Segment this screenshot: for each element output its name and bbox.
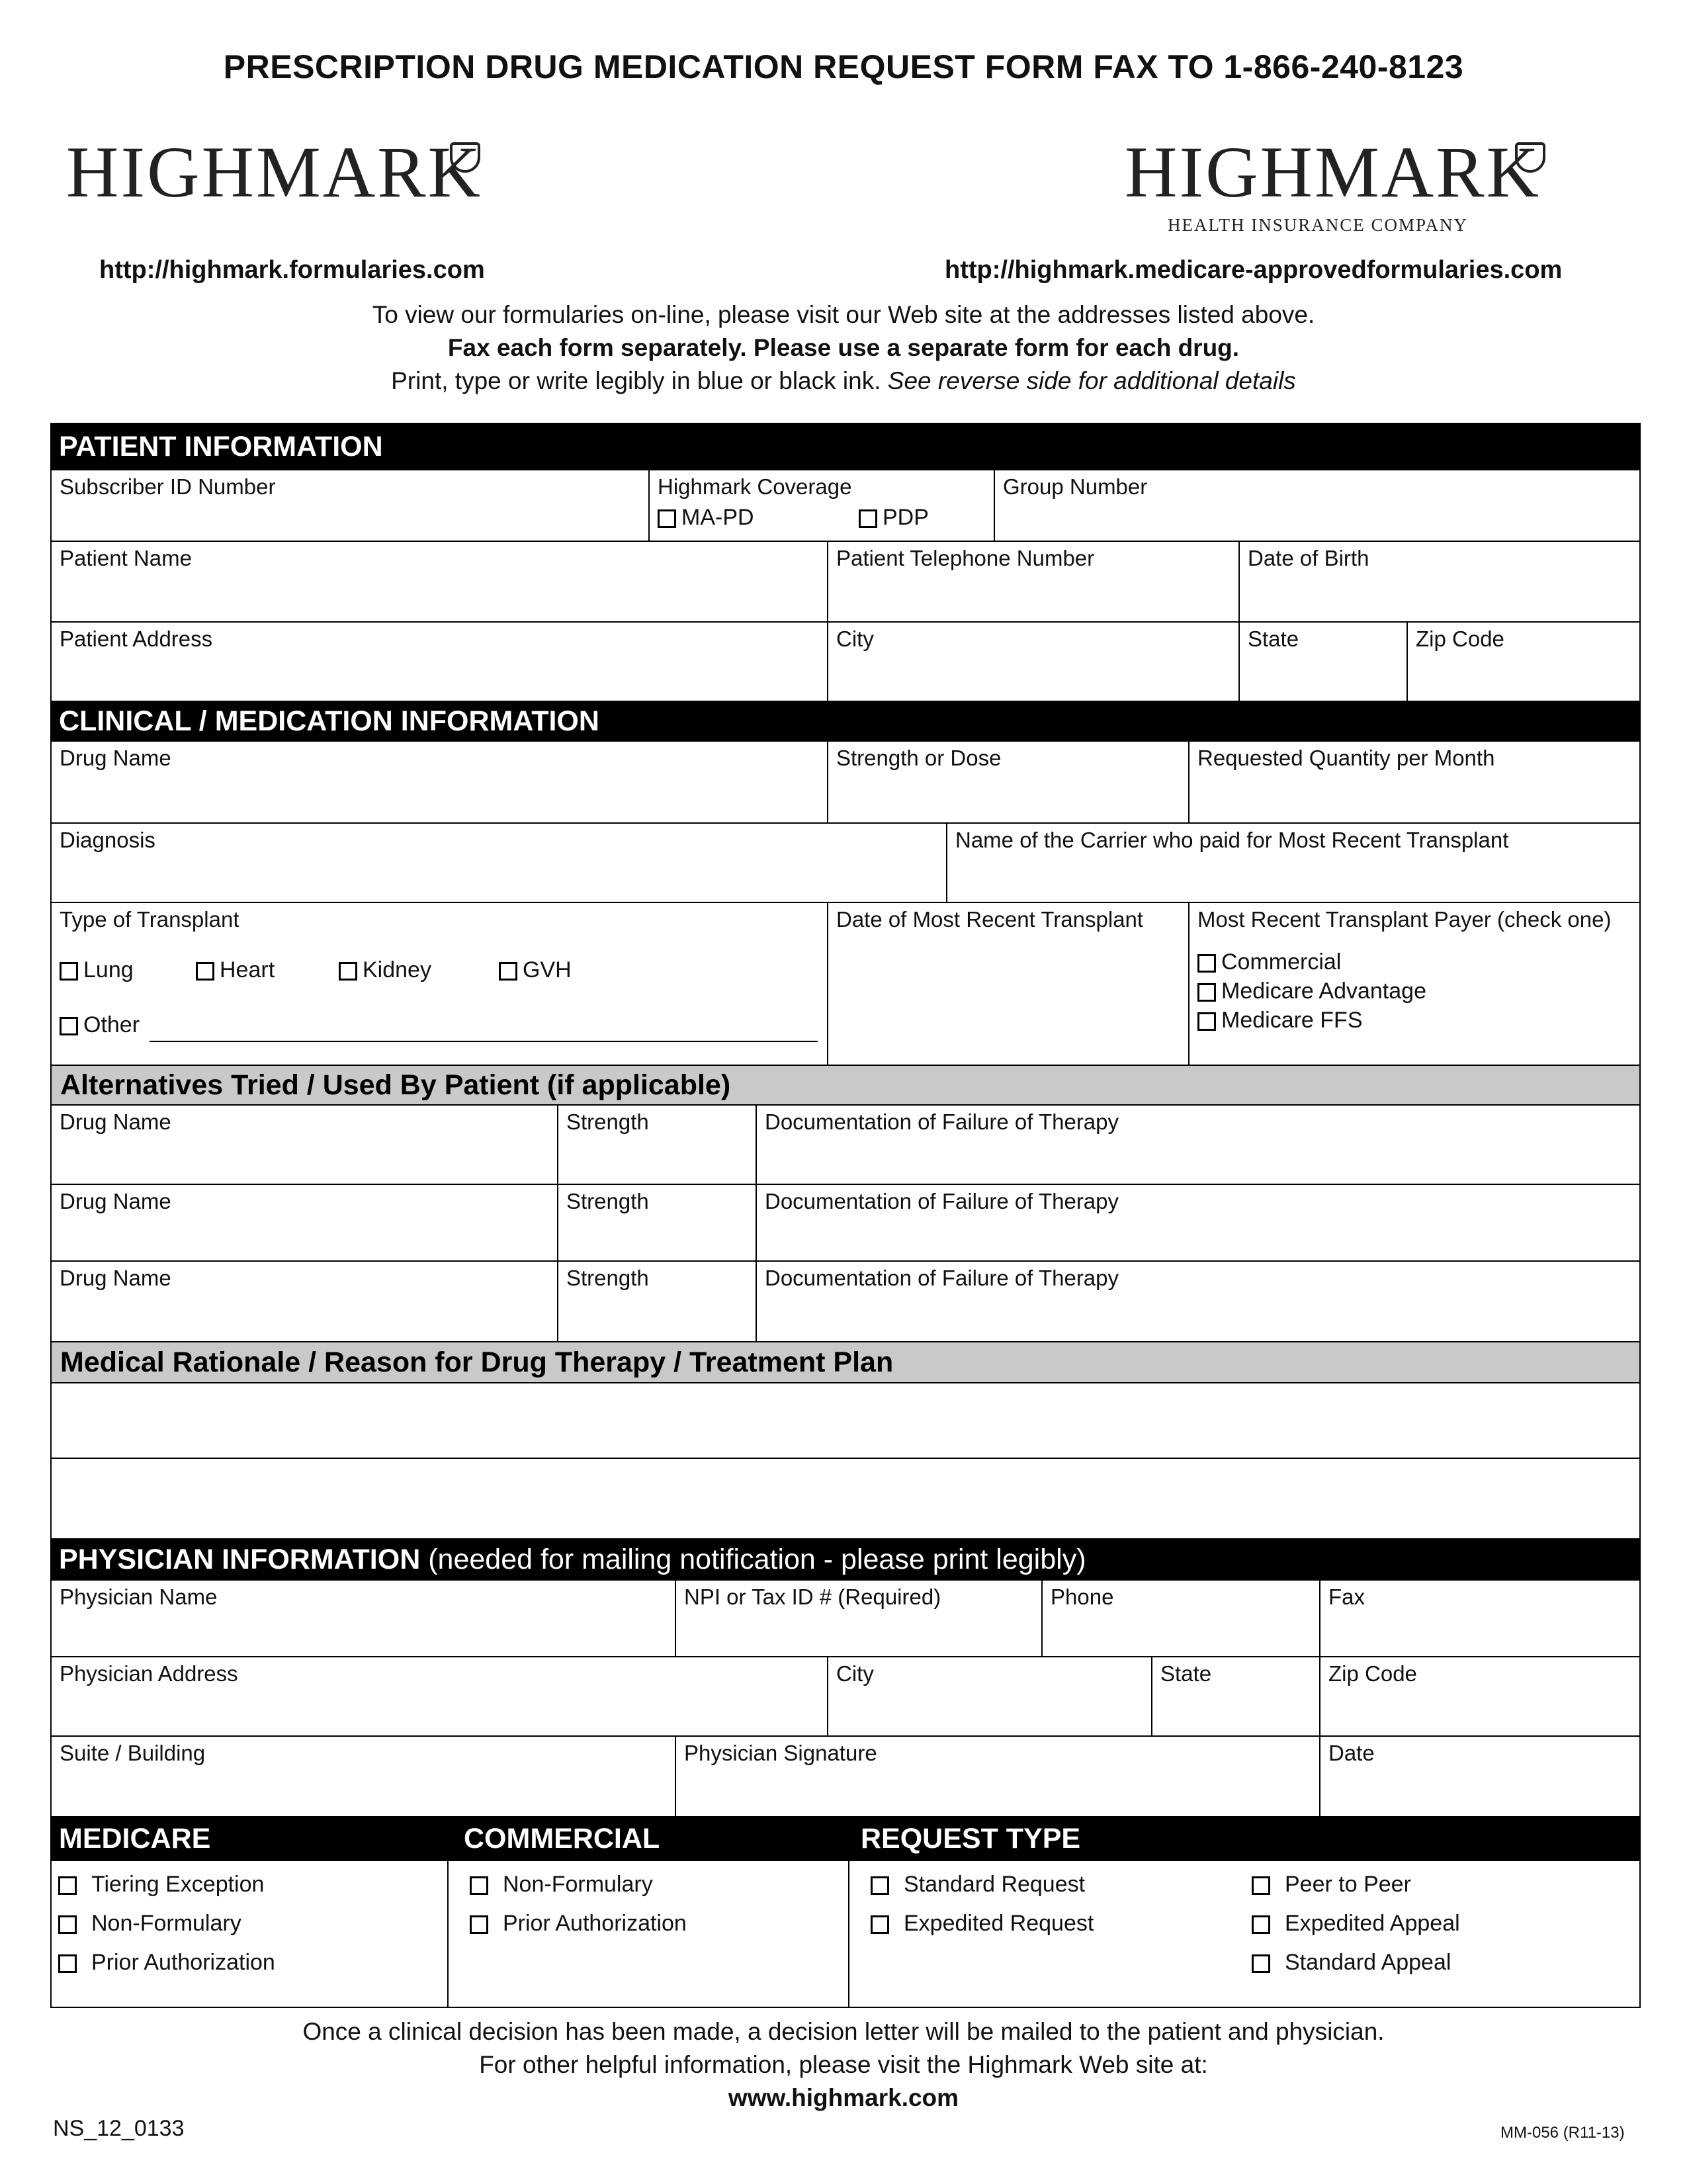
field-label: Drug Name — [60, 1189, 171, 1213]
commercial-options — [447, 1860, 849, 2008]
checkbox-label: Standard Appeal — [1285, 1950, 1451, 1975]
physician-address-field[interactable] — [50, 1656, 828, 1737]
shield-icon — [450, 142, 480, 173]
form-code-left: NS_12_0133 — [53, 2116, 185, 2141]
field-label: Most Recent Transplant Payer (check one) — [1197, 907, 1612, 932]
suite-building-field[interactable] — [50, 1735, 676, 1817]
field-label: Phone — [1051, 1585, 1114, 1609]
commercial-payer-checkbox[interactable] — [1197, 949, 1341, 975]
heading-text: PHYSICIAN INFORMATION — [59, 1544, 421, 1575]
checkbox-box[interactable] — [1252, 1876, 1270, 1895]
field-label: Strength — [566, 1189, 649, 1213]
other-checkbox[interactable] — [60, 1012, 140, 1038]
checkbox-label: GVH — [523, 957, 572, 983]
physician-state-field[interactable] — [1151, 1656, 1320, 1737]
medicare-ffs-checkbox[interactable] — [1197, 1008, 1363, 1033]
intro-line-3-italic: See reverse side for additional details — [887, 367, 1296, 394]
commercial-prior-auth-checkbox[interactable] — [470, 1911, 687, 1937]
checkbox-box[interactable] — [470, 1915, 488, 1934]
intro-line-3-text: Print, type or write legibly in blue or black ink. — [391, 367, 888, 394]
physician-name-field[interactable] — [50, 1579, 676, 1657]
footer-url[interactable]: www.highmark.com — [728, 2084, 959, 2111]
checkbox-box[interactable] — [871, 1876, 889, 1895]
pdp-checkbox[interactable] — [859, 505, 929, 531]
field-label: Type of Transplant — [60, 907, 239, 932]
logo-wordmark: HIGHMARK — [66, 132, 482, 212]
expedited-appeal-checkbox[interactable] — [1252, 1911, 1460, 1937]
footer-line-2: For other helpful information, please visit the Highmark Web site at: — [479, 2051, 1208, 2078]
drug-name-field[interactable] — [50, 740, 828, 824]
checkbox-label: Expedited Request — [904, 1911, 1094, 1936]
field-label: Documentation of Failure of Therapy — [765, 1266, 1119, 1290]
checkbox-label: Non-Formulary — [91, 1911, 241, 1936]
field-label: Fax — [1328, 1585, 1365, 1609]
field-label: Documentation of Failure of Therapy — [765, 1110, 1119, 1134]
checkbox-box[interactable] — [339, 962, 357, 981]
rationale-line-2[interactable] — [50, 1458, 1641, 1540]
checkbox-box[interactable] — [1197, 983, 1216, 1002]
checkbox-box[interactable] — [499, 962, 517, 981]
logo-subtitle: HEALTH INSURANCE COMPANY — [1168, 215, 1469, 235]
checkbox-label: Other — [83, 1012, 140, 1037]
group-number-field[interactable] — [994, 469, 1641, 542]
field-label: City — [836, 627, 874, 651]
ma-pd-checkbox[interactable] — [658, 505, 754, 531]
checkbox-label: Commercial — [1221, 949, 1342, 975]
alt-drug-name-field[interactable] — [50, 1184, 558, 1262]
transplant-date-field[interactable] — [827, 902, 1190, 1066]
other-write-line[interactable] — [150, 1041, 818, 1042]
checkbox-label: Heart — [220, 957, 275, 983]
checkbox-label: Tiering Exception — [91, 1872, 265, 1897]
alt-drug-name-field[interactable] — [50, 1260, 558, 1342]
patient-name-field[interactable] — [50, 541, 828, 623]
physician-zip-field[interactable] — [1319, 1656, 1641, 1737]
diagnosis-field[interactable] — [50, 822, 947, 903]
alt-strength-field[interactable] — [557, 1260, 757, 1342]
field-label: Name of the Carrier who paid for Most Recent Transplant — [955, 828, 1509, 852]
medicare-advantage-checkbox[interactable] — [1197, 979, 1426, 1004]
rationale-line-1[interactable] — [50, 1382, 1641, 1459]
standard-request-checkbox[interactable] — [871, 1872, 1085, 1898]
field-label: Group Number — [1003, 474, 1148, 499]
field-label: Documentation of Failure of Therapy — [765, 1189, 1119, 1213]
commercial-non-formulary-checkbox[interactable] — [470, 1872, 653, 1898]
physician-phone-field[interactable] — [1041, 1579, 1320, 1657]
alt-drug-name-field[interactable] — [50, 1104, 558, 1185]
checkbox-label: Medicare FFS — [1221, 1008, 1363, 1033]
transplant-type-field — [50, 902, 828, 1066]
field-label: State — [1160, 1661, 1212, 1686]
alternatives-heading: Alternatives Tried / Used By Patient (if applicable) — [50, 1065, 1641, 1106]
lung-checkbox[interactable] — [60, 957, 134, 983]
checkbox-label: Kidney — [363, 957, 431, 983]
highmark-logo-left — [66, 132, 482, 212]
rationale-heading: Medical Rationale / Reason for Drug Therapy / Treatment Plan — [50, 1341, 1641, 1383]
coverage-field — [648, 469, 995, 542]
field-label: Patient Name — [60, 546, 192, 570]
checkbox-box[interactable] — [871, 1915, 889, 1934]
physician-fax-field[interactable] — [1319, 1579, 1641, 1657]
field-label: Patient Telephone Number — [836, 546, 1095, 570]
request-heading-bar — [50, 1816, 1641, 1861]
checkbox-box[interactable] — [60, 1017, 78, 1035]
clinical-info-heading: CLINICAL / MEDICATION INFORMATION — [50, 701, 1641, 742]
signature-date-field[interactable] — [1319, 1735, 1641, 1817]
field-label: Physician Address — [60, 1661, 238, 1686]
standard-appeal-checkbox[interactable] — [1252, 1950, 1451, 1976]
checkbox-box[interactable] — [1252, 1915, 1270, 1934]
checkbox-box[interactable] — [196, 962, 214, 981]
footer-line-1: Once a clinical decision has been made, a decision letter will be mailed to the patient and physician. — [302, 2018, 1385, 2045]
alt-doc-field[interactable] — [756, 1260, 1641, 1342]
checkbox-box[interactable] — [658, 509, 676, 528]
physician-info-heading — [50, 1538, 1641, 1581]
alt-doc-field[interactable] — [756, 1184, 1641, 1262]
field-label: Drug Name — [60, 746, 171, 770]
alt-strength-field[interactable] — [557, 1104, 757, 1185]
field-label: Physician Signature — [684, 1741, 877, 1765]
field-label: Drug Name — [60, 1266, 171, 1290]
medicare-prior-auth-checkbox[interactable] — [58, 1950, 275, 1976]
checkbox-box[interactable] — [58, 1954, 77, 1973]
checkbox-label: Prior Authorization — [503, 1911, 687, 1936]
checkbox-box[interactable] — [859, 509, 877, 528]
patient-zip-field[interactable] — [1406, 621, 1641, 702]
checkbox-box[interactable] — [58, 1915, 77, 1934]
intro-line-2: Fax each form separately. Please use a separate form for each drug. — [447, 334, 1240, 361]
gvh-checkbox[interactable] — [499, 957, 572, 983]
tiering-exception-checkbox[interactable] — [58, 1872, 264, 1898]
field-label: Physician Name — [60, 1585, 218, 1609]
field-label: Highmark Coverage — [658, 474, 852, 499]
npi-field[interactable] — [675, 1579, 1043, 1657]
logo-wordmark: HIGHMARK — [1125, 132, 1541, 212]
form-title: PRESCRIPTION DRUG MEDICATION REQUEST FORM FAX TO 1-866-240-8123 — [223, 48, 1464, 85]
field-label: Subscriber ID Number — [60, 474, 276, 499]
shield-icon — [1515, 142, 1545, 173]
checkbox-label: Non-Formulary — [503, 1872, 653, 1897]
medicare-options — [50, 1860, 449, 2008]
field-label: Drug Name — [60, 1110, 171, 1134]
field-label: Suite / Building — [60, 1741, 206, 1765]
physician-city-field[interactable] — [827, 1656, 1152, 1737]
medicare-non-formulary-checkbox[interactable] — [58, 1911, 241, 1937]
payer-field — [1188, 902, 1641, 1066]
checkbox-box[interactable] — [58, 1876, 77, 1895]
form-code-right: MM-056 (R11-13) — [1500, 2124, 1625, 2142]
field-label: State — [1248, 627, 1299, 651]
field-label: Date of Most Recent Transplant — [836, 907, 1144, 932]
request-type-options — [848, 1860, 1641, 2008]
expedited-request-checkbox[interactable] — [871, 1911, 1094, 1937]
checkbox-box[interactable] — [1197, 954, 1216, 973]
patient-city-field[interactable] — [827, 621, 1240, 702]
carrier-field[interactable] — [946, 822, 1641, 903]
heart-checkbox[interactable] — [196, 957, 275, 983]
highmark-logo-right — [1125, 132, 1541, 212]
commercial-heading: COMMERCIAL — [464, 1823, 660, 1855]
field-label: Strength — [566, 1266, 649, 1290]
alt-strength-field[interactable] — [557, 1184, 757, 1262]
quantity-field[interactable] — [1188, 740, 1641, 824]
checkbox-box[interactable] — [470, 1876, 488, 1895]
formulary-url-left[interactable]: http://highmark.formularies.com — [99, 256, 485, 284]
kidney-checkbox[interactable] — [339, 957, 431, 983]
checkbox-label: Standard Request — [904, 1872, 1086, 1897]
field-label: Diagnosis — [60, 828, 155, 852]
field-label: Patient Address — [60, 627, 213, 651]
strength-field[interactable] — [827, 740, 1190, 824]
field-label: Strength — [566, 1110, 649, 1134]
formulary-url-right[interactable]: http://highmark.medicare-approvedformularies.com — [945, 256, 1563, 284]
subscriber-id-field[interactable] — [50, 469, 650, 542]
intro-line-3 — [0, 367, 1687, 395]
checkbox-label: MA-PD — [681, 505, 754, 530]
checkbox-box[interactable] — [60, 962, 78, 981]
field-label: NPI or Tax ID # (Required) — [684, 1585, 941, 1609]
checkbox-label: Prior Authorization — [91, 1950, 275, 1975]
field-label: Zip Code — [1416, 627, 1504, 651]
field-label: City — [836, 1661, 874, 1686]
field-label: Zip Code — [1328, 1661, 1417, 1686]
dob-field[interactable] — [1238, 541, 1641, 623]
patient-state-field[interactable] — [1238, 621, 1408, 702]
intro-line-1: To view our formularies on-line, please visit our Web site at the addresses listed above. — [372, 301, 1315, 328]
field-label: Date of Birth — [1248, 546, 1369, 570]
checkbox-label: Medicare Advantage — [1221, 979, 1426, 1004]
field-label: Requested Quantity per Month — [1197, 746, 1495, 770]
physician-signature-field[interactable] — [675, 1735, 1320, 1817]
checkbox-label: Expedited Appeal — [1285, 1911, 1460, 1936]
checkbox-box[interactable] — [1197, 1012, 1216, 1031]
field-label: Date — [1328, 1741, 1375, 1765]
patient-phone-field[interactable] — [827, 541, 1240, 623]
checkbox-label: Peer to Peer — [1285, 1872, 1411, 1897]
patient-address-field[interactable] — [50, 621, 828, 702]
patient-info-heading: PATIENT INFORMATION — [50, 423, 1641, 470]
field-label: Strength or Dose — [836, 746, 1002, 770]
alt-doc-field[interactable] — [756, 1104, 1641, 1185]
medicare-heading: MEDICARE — [59, 1823, 211, 1855]
peer-to-peer-checkbox[interactable] — [1252, 1872, 1411, 1898]
checkbox-label: PDP — [883, 505, 929, 530]
checkbox-box[interactable] — [1252, 1954, 1270, 1973]
checkbox-label: Lung — [83, 957, 134, 983]
heading-note: (needed for mailing notification - please print legibly) — [420, 1544, 1086, 1575]
request-type-heading: REQUEST TYPE — [861, 1823, 1081, 1855]
